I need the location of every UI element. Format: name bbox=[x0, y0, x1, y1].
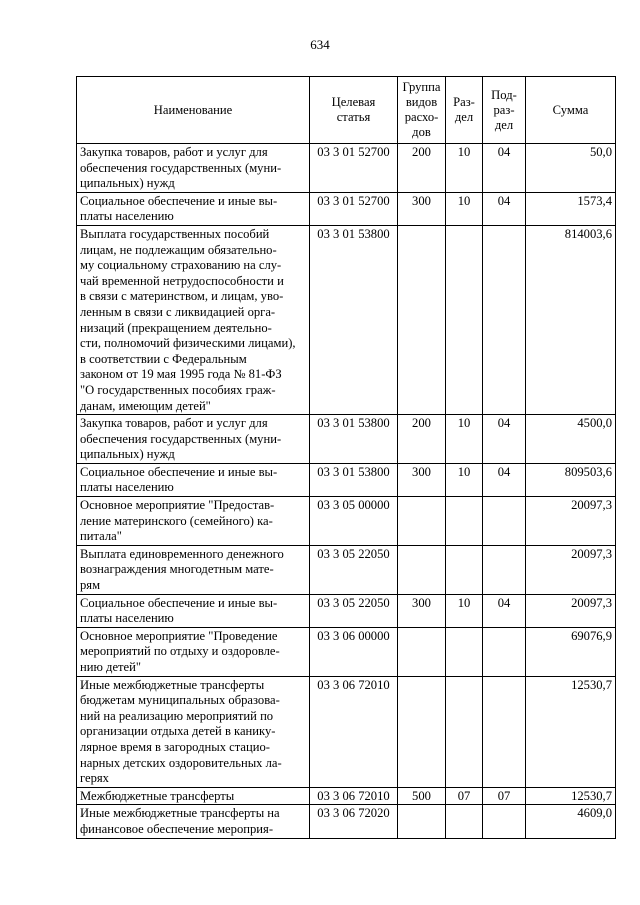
cell-target-article: 03 3 05 22050 bbox=[310, 594, 398, 627]
cell-name: Социальное обеспечение и иные вы- платы населению bbox=[77, 463, 310, 496]
cell-name: Выплата единовременного денежного вознаграждения многодетным мате- рям bbox=[77, 545, 310, 594]
table-row bbox=[77, 627, 616, 676]
cell-target-article: 03 3 06 72010 bbox=[310, 676, 398, 787]
cell-expense-group bbox=[398, 627, 446, 676]
cell-subsection bbox=[483, 805, 526, 838]
table-row bbox=[77, 415, 616, 464]
cell-section bbox=[446, 676, 483, 787]
cell-section: 10 bbox=[446, 463, 483, 496]
cell-target-article: 03 3 01 53800 bbox=[310, 225, 398, 414]
cell-sum: 12530,7 bbox=[526, 676, 616, 787]
cell-section: 10 bbox=[446, 192, 483, 225]
cell-sum: 12530,7 bbox=[526, 787, 616, 805]
cell-section bbox=[446, 545, 483, 594]
cell-section: 10 bbox=[446, 144, 483, 193]
cell-sum: 4609,0 bbox=[526, 805, 616, 838]
cell-name: Основное мероприятие "Проведение мероприятий по отдыху и оздоровле- нию детей" bbox=[77, 627, 310, 676]
cell-subsection: 04 bbox=[483, 594, 526, 627]
cell-sum: 69076,9 bbox=[526, 627, 616, 676]
page-number: 634 bbox=[310, 37, 330, 52]
cell-name: Иные межбюджетные трансферты на финансовое обеспечение мероприя- bbox=[77, 805, 310, 838]
cell-target-article: 03 3 06 72010 bbox=[310, 787, 398, 805]
cell-sum: 20097,3 bbox=[526, 594, 616, 627]
cell-section bbox=[446, 225, 483, 414]
cell-target-article: 03 3 06 00000 bbox=[310, 627, 398, 676]
cell-section: 07 bbox=[446, 787, 483, 805]
cell-expense-group bbox=[398, 545, 446, 594]
cell-section bbox=[446, 805, 483, 838]
table-header bbox=[77, 77, 616, 144]
cell-subsection: 04 bbox=[483, 192, 526, 225]
cell-expense-group: 200 bbox=[398, 415, 446, 464]
table-row bbox=[77, 594, 616, 627]
table-row bbox=[77, 463, 616, 496]
cell-subsection bbox=[483, 497, 526, 546]
cell-expense-group bbox=[398, 676, 446, 787]
cell-section: 10 bbox=[446, 415, 483, 464]
cell-target-article: 03 3 01 52700 bbox=[310, 192, 398, 225]
cell-subsection: 04 bbox=[483, 144, 526, 193]
cell-sum: 20097,3 bbox=[526, 497, 616, 546]
cell-name: Закупка товаров, работ и услуг для обеспечения государственных (муни- ципальных) нужд bbox=[77, 144, 310, 193]
cell-sum: 1573,4 bbox=[526, 192, 616, 225]
cell-target-article: 03 3 01 53800 bbox=[310, 415, 398, 464]
cell-expense-group: 500 bbox=[398, 787, 446, 805]
cell-name: Социальное обеспечение и иные вы- платы населению bbox=[77, 594, 310, 627]
cell-expense-group: 300 bbox=[398, 594, 446, 627]
cell-subsection: 04 bbox=[483, 463, 526, 496]
cell-subsection bbox=[483, 545, 526, 594]
header-target-article: Целевая статья bbox=[310, 77, 398, 144]
cell-expense-group: 200 bbox=[398, 144, 446, 193]
table-row bbox=[77, 144, 616, 193]
cell-name: Межбюджетные трансферты bbox=[77, 787, 310, 805]
cell-section: 10 bbox=[446, 594, 483, 627]
cell-expense-group: 300 bbox=[398, 463, 446, 496]
cell-sum: 814003,6 bbox=[526, 225, 616, 414]
cell-section bbox=[446, 497, 483, 546]
cell-name: Закупка товаров, работ и услуг для обеспечения государственных (муни- ципальных) нужд bbox=[77, 415, 310, 464]
cell-sum: 809503,6 bbox=[526, 463, 616, 496]
cell-sum: 50,0 bbox=[526, 144, 616, 193]
cell-target-article: 03 3 01 53800 bbox=[310, 463, 398, 496]
cell-expense-group bbox=[398, 805, 446, 838]
cell-target-article: 03 3 05 00000 bbox=[310, 497, 398, 546]
cell-subsection bbox=[483, 627, 526, 676]
header-row bbox=[77, 77, 616, 144]
cell-target-article: 03 3 05 22050 bbox=[310, 545, 398, 594]
cell-section bbox=[446, 627, 483, 676]
table-row bbox=[77, 545, 616, 594]
cell-name: Иные межбюджетные трансферты бюджетам муниципальных образова- ний на реализацию мероприятий по организации отдыха детей в канику- лярное время в загородных стацио- нарных детских оздоровительных ла- герях bbox=[77, 676, 310, 787]
header-section: Раз- дел bbox=[446, 77, 483, 144]
cell-subsection bbox=[483, 676, 526, 787]
table-row bbox=[77, 497, 616, 546]
cell-subsection: 04 bbox=[483, 415, 526, 464]
cell-name: Социальное обеспечение и иные вы- платы населению bbox=[77, 192, 310, 225]
cell-sum: 20097,3 bbox=[526, 545, 616, 594]
cell-target-article: 03 3 01 52700 bbox=[310, 144, 398, 193]
table-body bbox=[77, 144, 616, 839]
table-row bbox=[77, 192, 616, 225]
cell-expense-group bbox=[398, 225, 446, 414]
cell-target-article: 03 3 06 72020 bbox=[310, 805, 398, 838]
cell-expense-group bbox=[398, 497, 446, 546]
header-subsection: Под- раз- дел bbox=[483, 77, 526, 144]
cell-sum: 4500,0 bbox=[526, 415, 616, 464]
table-row bbox=[77, 805, 616, 838]
header-name: Наименование bbox=[77, 77, 310, 144]
header-sum: Сумма bbox=[526, 77, 616, 144]
table-row bbox=[77, 787, 616, 805]
cell-subsection bbox=[483, 225, 526, 414]
cell-subsection: 07 bbox=[483, 787, 526, 805]
budget-table bbox=[76, 76, 616, 839]
cell-name: Основное мероприятие "Предостав- ление материнского (семейного) ка- питала" bbox=[77, 497, 310, 546]
table-row bbox=[77, 676, 616, 787]
cell-name: Выплата государственных пособий лицам, не подлежащим обязательно- му социальному страхованию на слу- чай временной нетрудоспособности и в связи с материнством, и лицам, уво- ленным в связи с ликвидацией орга- низаций (прекращением деятельно- сти, полномочий физическими лицами), в соответствии с Федеральным законом от 19 мая 1995 года № 81-ФЗ "О государственных пособиях граж- данам, имеющим детей" bbox=[77, 225, 310, 414]
cell-expense-group: 300 bbox=[398, 192, 446, 225]
header-expense-group: Группа видов расхо- дов bbox=[398, 77, 446, 144]
table-row bbox=[77, 225, 616, 414]
